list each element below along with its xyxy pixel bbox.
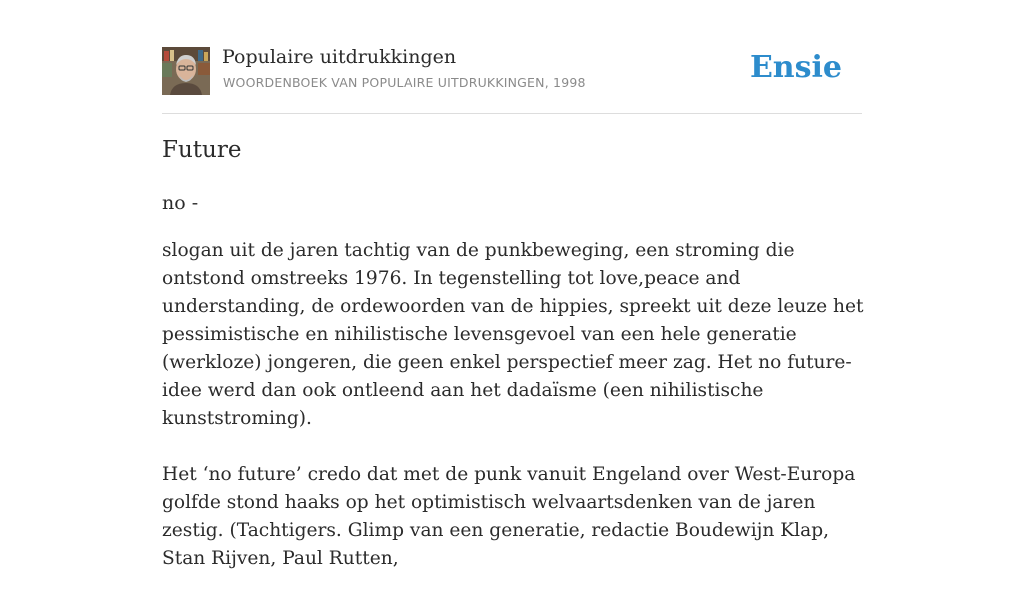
entry-subtitle: no -: [162, 192, 199, 214]
avatar-portrait-icon: [162, 47, 210, 95]
entry-body: [162, 237, 867, 601]
source-subtitle: WOORDENBOEK VAN POPULAIRE UITDRUKKINGEN, 1998: [223, 75, 586, 90]
source-title[interactable]: Populaire uitdrukkingen: [222, 46, 457, 68]
author-avatar[interactable]: [162, 47, 210, 95]
header-divider: [162, 113, 862, 114]
entry-paragraph: slogan uit de jaren tachtig van de punkbeweging, een stroming die ontstond omstreeks 1976. In tegenstelling tot love,peace and understanding, de ordewoorden van de hippies, spreekt uit deze leuze het pessimistische en nihilistische levensgevoel van een hele generatie (werkloze) jongeren, die geen enkel perspectief meer zag. Het no future-idee werd dan ook ontleend aan het dadaïsme (een nihilistische kunststroming).: [162, 240, 864, 429]
source-header: [162, 46, 862, 96]
entry-paragraph: Het ‘no future’ credo dat met de punk vanuit Engeland over West-Europa golfde stond haaks op het optimistisch welvaartsdenken van de jaren zestig. (Tachtigers. Glimp van een generatie, redactie Boudewijn Klap, Stan Rijven, Paul Rutten,: [162, 464, 856, 569]
ensie-logo-link[interactable]: Ensie: [749, 50, 842, 85]
entry-title: Future: [162, 137, 242, 163]
